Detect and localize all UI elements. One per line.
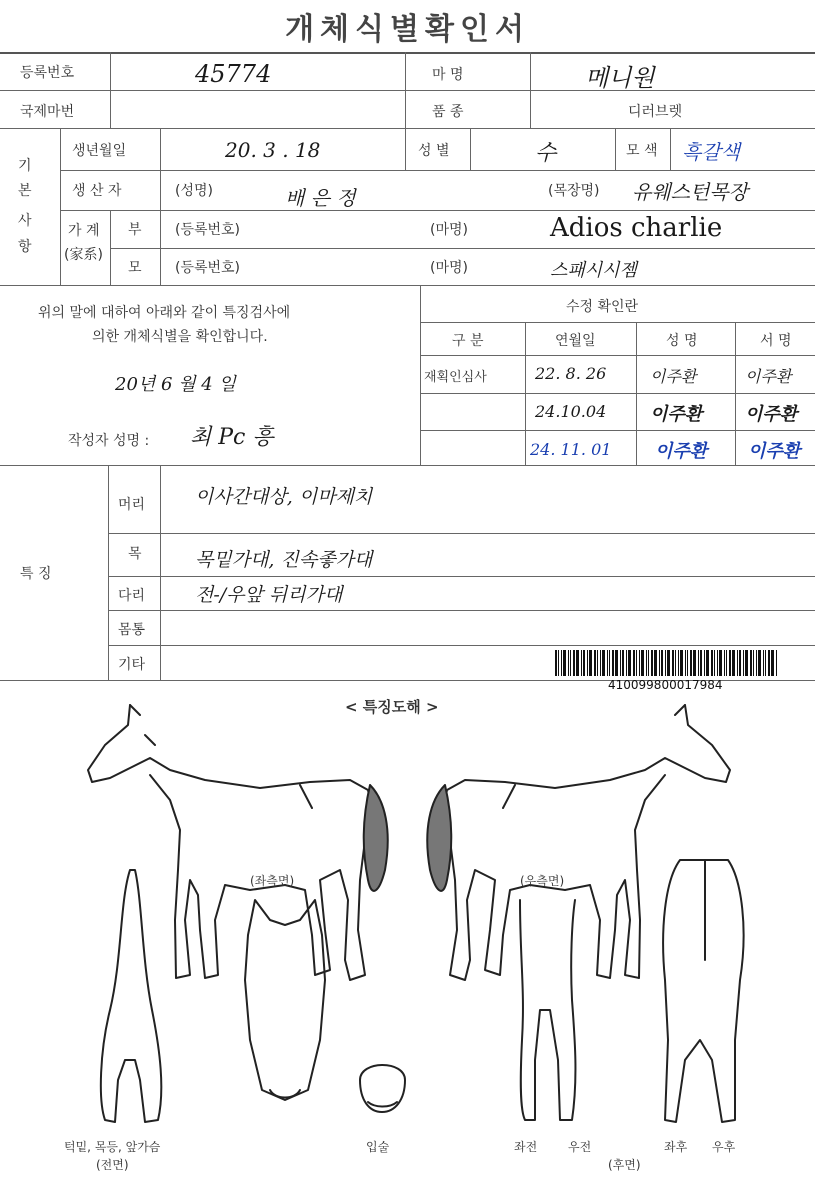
confirm-text-1: 위의 말에 대하여 아래와 같이 특징검사에 [38, 305, 291, 321]
value-neck: 목밑가대, 진속좋가대 [195, 549, 373, 571]
revision-row-1-sign: 이주환 [745, 367, 792, 386]
col-divider [110, 210, 111, 285]
barcode-bar [587, 650, 588, 676]
col-divider [530, 52, 531, 128]
barcode-bar [765, 650, 766, 676]
barcode-bar [646, 650, 647, 676]
row-divider [110, 248, 815, 249]
col-divider [405, 52, 406, 170]
value-dam-name: 스패시시젬 [550, 260, 637, 281]
row-divider [0, 128, 815, 129]
barcode-bar [639, 650, 640, 676]
label-farm-field: (목장명) [548, 183, 600, 199]
col-divider [160, 465, 161, 680]
col-divider [525, 322, 526, 465]
label-pedigree: 가 계 [68, 223, 100, 239]
barcode-bar [573, 650, 575, 676]
barcode-number: 410099800017984 [608, 678, 723, 692]
barcode-bar [693, 650, 696, 676]
barcode-bar [636, 650, 637, 676]
issue-date: 20년 6 월 4 일 [115, 374, 236, 395]
barcode-bar [607, 650, 608, 676]
barcode-bar [745, 650, 748, 676]
row-divider [420, 430, 815, 431]
label-horse-name: 마 명 [432, 67, 464, 83]
revision-row-3-sign: 이주환 [748, 441, 801, 462]
caption-front-1: 턱밑, 목등, 앞가슴 [64, 1140, 161, 1154]
right-side-horse-tail [427, 785, 451, 891]
barcode-bar [581, 650, 582, 676]
row-divider [0, 465, 815, 466]
label-revision: 수정 확인란 [566, 299, 639, 315]
label-neck: 목 [128, 546, 142, 562]
col-divider [60, 128, 61, 285]
barcode-bar [651, 650, 653, 676]
barcode-bar [626, 650, 627, 676]
barcode-bar [753, 650, 754, 676]
barcode-bar [667, 650, 670, 676]
barcode-bar [768, 650, 770, 676]
barcode-bar [597, 650, 598, 676]
caption-front-2: (전면) [96, 1158, 129, 1172]
barcode-bar [620, 650, 621, 676]
barcode-bar [729, 650, 731, 676]
row-divider [60, 210, 815, 211]
label-etc: 기타 [118, 657, 146, 673]
barcode-bar [714, 650, 715, 676]
barcode-bar [743, 650, 744, 676]
caption-left-hind: 좌후 [664, 1140, 688, 1154]
right-side-horse-outline [443, 705, 730, 980]
barcode-bar [675, 650, 676, 676]
label-breed: 품 종 [432, 104, 464, 120]
row-divider [108, 610, 815, 611]
barcode-bar [717, 650, 718, 676]
revision-row-3-date: 24. 11. 01 [530, 440, 612, 459]
label-dam-reg: (등록번호) [175, 260, 241, 276]
left-side-horse-outline [88, 705, 372, 980]
revision-row-2-name: 이주환 [650, 404, 703, 425]
label-sire: 부 [128, 222, 142, 238]
caption-left-front: 좌전 [514, 1140, 538, 1154]
label-dam-name: (마명) [430, 260, 468, 276]
left-side-horse-tail [364, 785, 388, 891]
barcode-bar [609, 650, 610, 676]
label-name-field: (성명) [175, 183, 213, 199]
label-legs: 다리 [118, 588, 146, 604]
barcode-bar [698, 650, 699, 676]
table-top-border [0, 52, 815, 54]
label-basic-2: 본 [18, 183, 32, 199]
barcode-bar [776, 650, 777, 676]
caption-rear: (후면) [608, 1158, 641, 1172]
barcode-bar [724, 650, 725, 676]
barcode-bar [687, 650, 688, 676]
label-coat: 모 색 [626, 143, 658, 159]
barcode-bar [558, 650, 559, 676]
caption-left-side: (좌측면) [250, 874, 295, 888]
barcode-bar [661, 650, 663, 676]
value-legs: 전-/우앞 뒤리가대 [195, 584, 343, 606]
revision-row-1-type: 재획인심사 [424, 370, 487, 385]
caption-muzzle: 입술 [366, 1140, 390, 1154]
value-head: 이사간대상, 이마제치 [195, 486, 373, 508]
label-birth: 생년월일 [72, 143, 127, 159]
row-divider [420, 322, 815, 323]
front-view-horse [101, 870, 161, 1122]
label-dam: 모 [128, 260, 142, 276]
col-sign-header: 서 명 [760, 333, 792, 349]
label-feature: 특 징 [20, 566, 52, 582]
revision-row-2-sign: 이주환 [745, 404, 798, 425]
col-divider [108, 465, 109, 680]
revision-row-1-date: 22. 8. 26 [535, 364, 607, 383]
barcode-bar [756, 650, 757, 676]
caption-right-side: (우측면) [520, 874, 565, 888]
barcode-bar [706, 650, 709, 676]
barcode-bar [719, 650, 722, 676]
col-divider [735, 322, 736, 465]
row-divider [420, 355, 815, 356]
barcode-bar [563, 650, 566, 676]
barcode-bar [615, 650, 618, 676]
label-reg-no: 등록번호 [20, 65, 75, 81]
value-coat: 흑갈색 [682, 140, 740, 164]
barcode-bar [672, 650, 674, 676]
barcode-bar [704, 650, 705, 676]
label-sire-name: (마명) [430, 222, 468, 238]
label-sex: 성 별 [418, 143, 450, 159]
barcode-bar [594, 650, 596, 676]
revision-row-3-name: 이주환 [655, 441, 708, 462]
barcode-bar [659, 650, 660, 676]
barcode-bar [690, 650, 692, 676]
label-basic-3: 사 [18, 213, 32, 229]
caption-right-hind: 우후 [712, 1140, 736, 1154]
revision-row-2-date: 24.10.04 [535, 402, 607, 421]
barcode-bar [700, 650, 702, 676]
barcode-bar [758, 650, 761, 676]
label-pedigree-kanji: (家系) [64, 247, 103, 263]
barcode-bar [555, 650, 557, 676]
barcode-bar [750, 650, 752, 676]
row-divider [60, 170, 815, 171]
col-divider [670, 128, 671, 170]
revision-left-border [420, 285, 421, 465]
label-sire-reg: (등록번호) [175, 222, 241, 238]
barcode-bar [654, 650, 657, 676]
value-farm-name: 유웨스턴목장 [632, 180, 748, 204]
page-title: 개체식별확인서 [285, 12, 530, 47]
barcode-bar [685, 650, 686, 676]
caption-right-front: 우전 [568, 1140, 592, 1154]
barcode-bar [641, 650, 644, 676]
col-divider [615, 128, 616, 170]
barcode-bar [763, 650, 764, 676]
row-divider [108, 576, 815, 577]
barcode-bar [576, 650, 579, 676]
barcode-bar [726, 650, 727, 676]
barcode-bar [732, 650, 735, 676]
barcode-bar [602, 650, 605, 676]
value-reg-no: 45774 [195, 60, 272, 88]
barcode-bar [737, 650, 738, 676]
label-basic-1: 기 [18, 158, 32, 174]
row-divider [0, 285, 815, 286]
front-legs-view [520, 900, 575, 1120]
row-divider [420, 393, 815, 394]
confirm-text-2: 의한 개체식별을 확인합니다. [92, 329, 268, 345]
row-divider [108, 533, 815, 534]
barcode-bar [561, 650, 562, 676]
barcode [555, 650, 780, 680]
barcode-bar [568, 650, 569, 676]
value-sex: 수 [535, 141, 557, 166]
col-name-header: 성 명 [666, 333, 698, 349]
barcode-bar [570, 650, 571, 676]
barcode-bar [680, 650, 683, 676]
barcode-bar [583, 650, 585, 676]
col-divider [160, 128, 161, 285]
diagram-title: < 특징도해 > [345, 698, 439, 716]
row-divider [0, 90, 815, 91]
value-birth: 20. 3 . 18 [225, 138, 321, 162]
label-breeder: 생 산 자 [72, 183, 122, 199]
barcode-bar [648, 650, 649, 676]
barcode-bar [628, 650, 631, 676]
barcode-bar [600, 650, 601, 676]
label-writer: 작성자 성명 : [68, 433, 150, 449]
head-front-view [245, 900, 325, 1100]
rear-view-horse [663, 860, 743, 1122]
barcode-bar [739, 650, 741, 676]
row-divider [108, 645, 815, 646]
label-basic-4: 항 [18, 239, 32, 255]
col-date-header: 연월일 [555, 333, 596, 349]
barcode-bar [678, 650, 679, 676]
barcode-bar [771, 650, 774, 676]
label-body: 몸통 [118, 622, 146, 638]
barcode-bar [622, 650, 624, 676]
writer-signature: 최 Pc 흥 [190, 425, 274, 450]
col-divider [110, 52, 111, 128]
value-breed: 디러브렛 [628, 104, 683, 120]
barcode-bar [589, 650, 592, 676]
value-breeder-name: 배 은 정 [285, 186, 356, 210]
value-horse-name: 메니원 [585, 64, 655, 92]
label-intl-no: 국제마번 [20, 104, 75, 120]
col-type-header: 구 분 [452, 333, 484, 349]
label-head: 머리 [118, 497, 146, 513]
barcode-bar [612, 650, 614, 676]
col-divider [470, 128, 471, 170]
muzzle [360, 1065, 405, 1112]
barcode-bar [633, 650, 635, 676]
barcode-bar [711, 650, 713, 676]
col-divider [636, 322, 637, 465]
barcode-bar [665, 650, 666, 676]
value-sire-name: Adios charlie [550, 213, 723, 243]
revision-row-1-name: 이주환 [650, 367, 697, 386]
